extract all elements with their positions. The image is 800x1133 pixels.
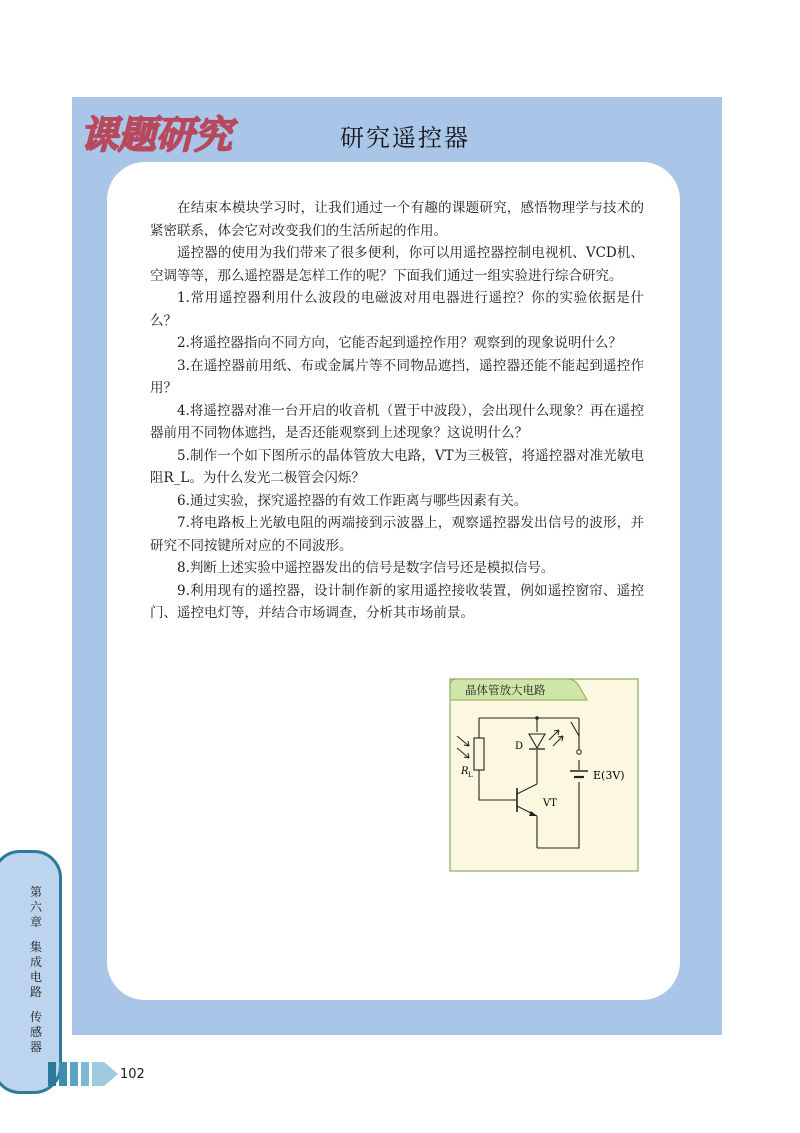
chapter-label (27, 885, 45, 1055)
paragraph: 3.在遥控器前用纸、布或金属片等不同物品遮挡，遥控器还能不能起到遥控作用？ (150, 357, 644, 396)
paragraph: 8.判断上述实验中遥控器发出的信号是数字信号还是模拟信号。 (177, 560, 555, 576)
diode-label: D (515, 741, 524, 752)
resistor-subscript: L (468, 771, 473, 779)
section-logo-text: 课题研究 (80, 112, 233, 157)
chapter-subtitle: 传感器 (29, 1010, 42, 1054)
page-number: 102 (120, 1067, 145, 1082)
paragraph: 4.将遥控器对准一台开启的收音机（置于中波段），会出现什么现象？再在遥控器前用不同物体遮挡，是否还能观察到上述现象？这说明什么？ (150, 402, 644, 441)
transistor-label: VT (543, 798, 557, 809)
paragraph: 遥控器的使用为我们带来了很多便利，你可以用遥控器控制电视机、VCD机、空调等等，那么遥控器是怎样工作的呢？下面我们通过一组实验进行综合研究。 (150, 245, 644, 284)
paragraph: 9.利用现有的遥控器，设计制作新的家用遥控接收装置，例如遥控窗帘、遥控门、遥控电灯等，并结合市场调查，分析其市场前景。 (150, 582, 644, 621)
paragraph: 6.通过实验，探究遥控器的有效工作距离与哪些因素有关。 (177, 492, 528, 509)
section-logo (76, 104, 256, 164)
photoresistor (474, 738, 484, 770)
paragraph: 7.将电路板上光敏电阻的两端接到示波器上，观察遥控器发出信号的波形，并研究不同按键所对应的不同波形。 (150, 515, 644, 554)
battery-label: E(3V) (593, 769, 625, 782)
diagram-title: 晶体管放大电路 (465, 683, 546, 697)
page-title: 研究遥控器 (340, 124, 470, 152)
paragraph: 5.制作一个如下图所示的晶体管放大电路，VT为三极管，将遥控器对准光敏电阻R_L。为什么发光二极管会闪烁？ (150, 447, 644, 486)
chapter-number: 第六章 (29, 885, 42, 929)
paragraph: 在结束本模块学习时，让我们通过一个有趣的课题研究，感悟物理学与技术的紧密联系，体会它对改变我们的生活所起的作用。 (150, 200, 644, 239)
body-text (150, 197, 644, 625)
paragraph: 2.将遥控器指向不同方向，它能否起到遥控作用？观察到的现象说明什么？ (177, 335, 622, 351)
resistor-label: R (461, 766, 469, 777)
paragraph: 1.常用遥控器利用什么波段的电磁波对用电器进行遥控？你的实验依据是什么？ (150, 290, 644, 329)
circuit-diagram (449, 678, 639, 872)
junction-dot (535, 716, 539, 720)
chapter-title: 集成电路 (29, 940, 42, 999)
switch-contact (577, 750, 582, 755)
page-decoration (48, 1056, 120, 1092)
